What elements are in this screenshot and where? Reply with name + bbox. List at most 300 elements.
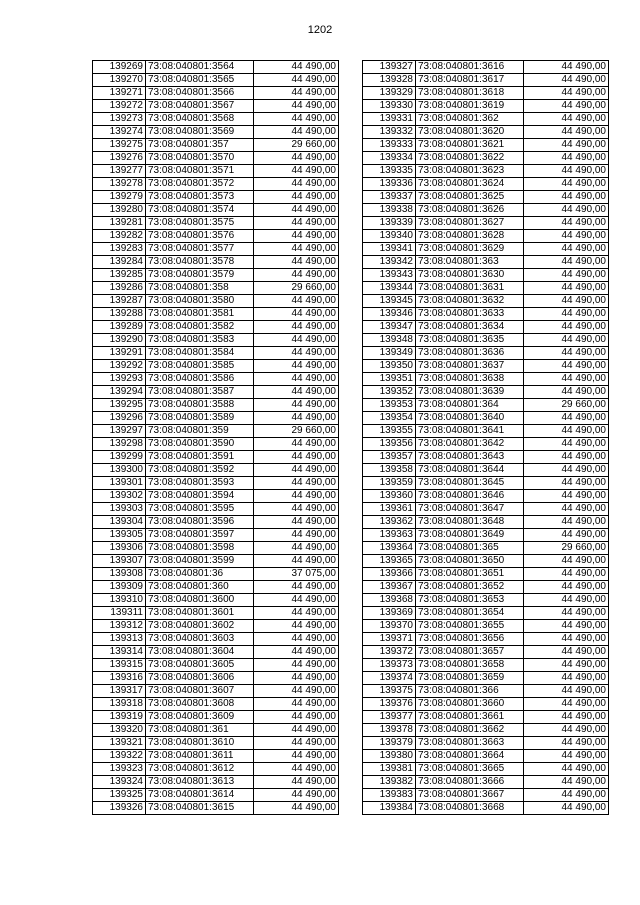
value-cell: 44 490,00: [254, 607, 339, 620]
value-cell: 44 490,00: [524, 750, 609, 763]
table-row: [93, 451, 339, 464]
record-number-cell: 139363: [363, 529, 416, 542]
record-number-cell: 139275: [93, 139, 146, 152]
value-cell: 44 490,00: [524, 490, 609, 503]
table-row: [93, 87, 339, 100]
cadastral-number-cell: 73:08:040801:3592: [146, 464, 254, 477]
value-cell: 44 490,00: [524, 425, 609, 438]
table-row: [363, 425, 609, 438]
value-cell: 44 490,00: [254, 126, 339, 139]
record-number-cell: 139277: [93, 165, 146, 178]
table-row: [93, 386, 339, 399]
value-cell: 44 490,00: [254, 594, 339, 607]
table-row: [93, 126, 339, 139]
cadastral-number-cell: 73:08:040801:3627: [416, 217, 524, 230]
cadastral-number-cell: 73:08:040801:3610: [146, 737, 254, 750]
cadastral-number-cell: 73:08:040801:3585: [146, 360, 254, 373]
table-row: [93, 269, 339, 282]
value-cell: 44 490,00: [254, 204, 339, 217]
value-cell: 44 490,00: [524, 737, 609, 750]
value-cell: 44 490,00: [524, 87, 609, 100]
table-row: [363, 269, 609, 282]
table-row: [363, 581, 609, 594]
cadastral-number-cell: 73:08:040801:3647: [416, 503, 524, 516]
table-row: [93, 724, 339, 737]
cadastral-number-cell: 73:08:040801:3586: [146, 373, 254, 386]
cadastral-number-cell: 73:08:040801:3656: [416, 633, 524, 646]
record-number-cell: 139316: [93, 672, 146, 685]
value-cell: 44 490,00: [524, 360, 609, 373]
value-cell: 44 490,00: [254, 61, 339, 74]
cadastral-number-cell: 73:08:040801:3646: [416, 490, 524, 503]
table-row: [363, 646, 609, 659]
cadastral-number-cell: 73:08:040801:3599: [146, 555, 254, 568]
table-row: [93, 373, 339, 386]
cadastral-number-cell: 73:08:040801:3591: [146, 451, 254, 464]
cadastral-number-cell: 73:08:040801:3580: [146, 295, 254, 308]
record-number-cell: 139314: [93, 646, 146, 659]
value-cell: 44 490,00: [254, 165, 339, 178]
table-row: [93, 490, 339, 503]
cadastral-number-cell: 73:08:040801:3579: [146, 269, 254, 282]
cadastral-number-cell: 73:08:040801:3584: [146, 347, 254, 360]
table-row: [93, 685, 339, 698]
record-number-cell: 139332: [363, 126, 416, 139]
record-number-cell: 139304: [93, 516, 146, 529]
value-cell: 44 490,00: [524, 516, 609, 529]
cadastral-number-cell: 73:08:040801:3642: [416, 438, 524, 451]
table-row: [93, 711, 339, 724]
table-row: [363, 282, 609, 295]
table-row: [363, 217, 609, 230]
record-number-cell: 139293: [93, 373, 146, 386]
table-row: [363, 308, 609, 321]
record-number-cell: 139369: [363, 607, 416, 620]
record-number-cell: 139322: [93, 750, 146, 763]
value-cell: 44 490,00: [524, 594, 609, 607]
value-cell: 44 490,00: [524, 61, 609, 74]
table-row: [363, 529, 609, 542]
record-number-cell: 139278: [93, 178, 146, 191]
value-cell: 44 490,00: [524, 451, 609, 464]
value-cell: 44 490,00: [254, 230, 339, 243]
record-number-cell: 139271: [93, 87, 146, 100]
table-row: [363, 61, 609, 74]
record-number-cell: 139272: [93, 100, 146, 113]
table-row: [363, 620, 609, 633]
value-cell: 44 490,00: [524, 230, 609, 243]
value-cell: 44 490,00: [524, 282, 609, 295]
table-row: [363, 659, 609, 672]
cadastral-number-cell: 73:08:040801:3567: [146, 100, 254, 113]
record-number-cell: 139274: [93, 126, 146, 139]
value-cell: 44 490,00: [254, 763, 339, 776]
ledger-table-right-body: [363, 61, 609, 815]
record-number-cell: 139283: [93, 243, 146, 256]
table-row: [363, 789, 609, 802]
cadastral-number-cell: 73:08:040801:3660: [416, 698, 524, 711]
record-number-cell: 139376: [363, 698, 416, 711]
table-row: [93, 152, 339, 165]
table-row: [363, 724, 609, 737]
record-number-cell: 139379: [363, 737, 416, 750]
cadastral-number-cell: 73:08:040801:3575: [146, 217, 254, 230]
value-cell: 44 490,00: [254, 672, 339, 685]
cadastral-number-cell: 73:08:040801:3615: [146, 802, 254, 815]
value-cell: 44 490,00: [254, 100, 339, 113]
value-cell: 44 490,00: [524, 529, 609, 542]
value-cell: 44 490,00: [524, 113, 609, 126]
value-cell: 44 490,00: [254, 633, 339, 646]
record-number-cell: 139319: [93, 711, 146, 724]
cadastral-number-cell: 73:08:040801:3628: [416, 230, 524, 243]
cadastral-number-cell: 73:08:040801:3602: [146, 620, 254, 633]
cadastral-number-cell: 73:08:040801:3644: [416, 464, 524, 477]
value-cell: 44 490,00: [524, 724, 609, 737]
record-number-cell: 139384: [363, 802, 416, 815]
record-number-cell: 139291: [93, 347, 146, 360]
record-number-cell: 139270: [93, 74, 146, 87]
cadastral-number-cell: 73:08:040801:3668: [416, 802, 524, 815]
record-number-cell: 139364: [363, 542, 416, 555]
table-row: [93, 347, 339, 360]
table-row: [363, 152, 609, 165]
cadastral-number-cell: 73:08:040801:3614: [146, 789, 254, 802]
cadastral-number-cell: 73:08:040801:3565: [146, 74, 254, 87]
record-number-cell: 139370: [363, 620, 416, 633]
cadastral-number-cell: 73:08:040801:365: [416, 542, 524, 555]
value-cell: 29 660,00: [254, 425, 339, 438]
value-cell: 44 490,00: [254, 490, 339, 503]
value-cell: 44 490,00: [524, 386, 609, 399]
value-cell: 44 490,00: [524, 568, 609, 581]
cadastral-number-cell: 73:08:040801:3590: [146, 438, 254, 451]
table-row: [93, 529, 339, 542]
record-number-cell: 139317: [93, 685, 146, 698]
cadastral-number-cell: 73:08:040801:3600: [146, 594, 254, 607]
cadastral-number-cell: 73:08:040801:3598: [146, 542, 254, 555]
record-number-cell: 139374: [363, 672, 416, 685]
value-cell: 44 490,00: [254, 737, 339, 750]
table-row: [363, 477, 609, 490]
value-cell: 44 490,00: [254, 360, 339, 373]
table-row: [93, 763, 339, 776]
table-row: [363, 516, 609, 529]
record-number-cell: 139285: [93, 269, 146, 282]
record-number-cell: 139352: [363, 386, 416, 399]
table-row: [363, 360, 609, 373]
cadastral-number-cell: 73:08:040801:3613: [146, 776, 254, 789]
table-row: [363, 321, 609, 334]
value-cell: 44 490,00: [254, 321, 339, 334]
cadastral-number-cell: 73:08:040801:3631: [416, 282, 524, 295]
table-row: [93, 568, 339, 581]
cadastral-number-cell: 73:08:040801:3636: [416, 347, 524, 360]
value-cell: 44 490,00: [524, 347, 609, 360]
record-number-cell: 139310: [93, 594, 146, 607]
record-number-cell: 139371: [363, 633, 416, 646]
table-row: [363, 230, 609, 243]
record-number-cell: 139288: [93, 308, 146, 321]
record-number-cell: 139299: [93, 451, 146, 464]
record-number-cell: 139357: [363, 451, 416, 464]
table-row: [93, 659, 339, 672]
cadastral-number-cell: 73:08:040801:3608: [146, 698, 254, 711]
value-cell: 44 490,00: [254, 256, 339, 269]
value-cell: 44 490,00: [254, 724, 339, 737]
table-row: [93, 308, 339, 321]
cadastral-number-cell: 73:08:040801:3650: [416, 555, 524, 568]
value-cell: 44 490,00: [254, 451, 339, 464]
table-row: [93, 230, 339, 243]
cadastral-number-cell: 73:08:040801:3572: [146, 178, 254, 191]
table-row: [93, 113, 339, 126]
cadastral-number-cell: 73:08:040801:3658: [416, 659, 524, 672]
record-number-cell: 139329: [363, 87, 416, 100]
value-cell: 44 490,00: [254, 477, 339, 490]
value-cell: 44 490,00: [254, 87, 339, 100]
value-cell: 44 490,00: [254, 529, 339, 542]
table-row: [93, 74, 339, 87]
record-number-cell: 139315: [93, 659, 146, 672]
value-cell: 44 490,00: [524, 308, 609, 321]
table-row: [93, 412, 339, 425]
record-number-cell: 139359: [363, 477, 416, 490]
record-number-cell: 139286: [93, 282, 146, 295]
value-cell: 44 490,00: [254, 295, 339, 308]
record-number-cell: 139289: [93, 321, 146, 334]
cadastral-number-cell: 73:08:040801:3570: [146, 152, 254, 165]
table-row: [363, 139, 609, 152]
table-row: [93, 139, 339, 152]
value-cell: 44 490,00: [524, 646, 609, 659]
table-row: [93, 607, 339, 620]
cadastral-number-cell: 73:08:040801:3566: [146, 87, 254, 100]
record-number-cell: 139375: [363, 685, 416, 698]
cadastral-number-cell: 73:08:040801:361: [146, 724, 254, 737]
table-row: [363, 464, 609, 477]
value-cell: 44 490,00: [524, 191, 609, 204]
cadastral-number-cell: 73:08:040801:3606: [146, 672, 254, 685]
record-number-cell: 139344: [363, 282, 416, 295]
value-cell: 44 490,00: [254, 308, 339, 321]
cadastral-number-cell: 73:08:040801:3594: [146, 490, 254, 503]
value-cell: 29 660,00: [254, 282, 339, 295]
cadastral-number-cell: 73:08:040801:3633: [416, 308, 524, 321]
value-cell: 44 490,00: [254, 347, 339, 360]
cadastral-number-cell: 73:08:040801:3630: [416, 269, 524, 282]
table-row: [363, 87, 609, 100]
value-cell: 44 490,00: [524, 763, 609, 776]
value-cell: 44 490,00: [254, 464, 339, 477]
record-number-cell: 139326: [93, 802, 146, 815]
cadastral-number-cell: 73:08:040801:3564: [146, 61, 254, 74]
record-number-cell: 139334: [363, 152, 416, 165]
cadastral-number-cell: 73:08:040801:3571: [146, 165, 254, 178]
cadastral-number-cell: 73:08:040801:3653: [416, 594, 524, 607]
value-cell: 44 490,00: [254, 698, 339, 711]
table-row: [363, 412, 609, 425]
record-number-cell: 139321: [93, 737, 146, 750]
cadastral-number-cell: 73:08:040801:3593: [146, 477, 254, 490]
table-row: [93, 256, 339, 269]
table-row: [363, 763, 609, 776]
cadastral-number-cell: 73:08:040801:3577: [146, 243, 254, 256]
table-row: [363, 438, 609, 451]
value-cell: 44 490,00: [254, 789, 339, 802]
table-row: [363, 555, 609, 568]
value-cell: 44 490,00: [254, 646, 339, 659]
table-row: [363, 698, 609, 711]
record-number-cell: 139303: [93, 503, 146, 516]
record-number-cell: 139280: [93, 204, 146, 217]
table-row: [363, 334, 609, 347]
table-row: [363, 542, 609, 555]
record-number-cell: 139323: [93, 763, 146, 776]
table-row: [363, 737, 609, 750]
ledger-table-right: [362, 60, 609, 815]
cadastral-number-cell: 73:08:040801:3568: [146, 113, 254, 126]
value-cell: 44 490,00: [524, 698, 609, 711]
record-number-cell: 139302: [93, 490, 146, 503]
record-number-cell: 139354: [363, 412, 416, 425]
table-row: [363, 750, 609, 763]
record-number-cell: 139306: [93, 542, 146, 555]
record-number-cell: 139325: [93, 789, 146, 802]
cadastral-number-cell: 73:08:040801:364: [416, 399, 524, 412]
record-number-cell: 139360: [363, 490, 416, 503]
value-cell: 44 490,00: [524, 581, 609, 594]
record-number-cell: 139297: [93, 425, 146, 438]
record-number-cell: 139338: [363, 204, 416, 217]
record-number-cell: 139309: [93, 581, 146, 594]
record-number-cell: 139311: [93, 607, 146, 620]
record-number-cell: 139342: [363, 256, 416, 269]
cadastral-number-cell: 73:08:040801:3667: [416, 789, 524, 802]
cadastral-number-cell: 73:08:040801:3666: [416, 776, 524, 789]
cadastral-number-cell: 73:08:040801:3605: [146, 659, 254, 672]
cadastral-number-cell: 73:08:040801:3632: [416, 295, 524, 308]
value-cell: 44 490,00: [524, 464, 609, 477]
cadastral-number-cell: 73:08:040801:3612: [146, 763, 254, 776]
record-number-cell: 139347: [363, 321, 416, 334]
value-cell: 44 490,00: [524, 204, 609, 217]
table-row: [93, 425, 339, 438]
record-number-cell: 139298: [93, 438, 146, 451]
value-cell: 29 660,00: [254, 139, 339, 152]
record-number-cell: 139320: [93, 724, 146, 737]
record-number-cell: 139353: [363, 399, 416, 412]
cadastral-number-cell: 73:08:040801:3587: [146, 386, 254, 399]
cadastral-number-cell: 73:08:040801:3601: [146, 607, 254, 620]
value-cell: 44 490,00: [524, 789, 609, 802]
table-row: [93, 646, 339, 659]
cadastral-number-cell: 73:08:040801:3657: [416, 646, 524, 659]
value-cell: 44 490,00: [254, 516, 339, 529]
value-cell: 44 490,00: [254, 659, 339, 672]
cadastral-number-cell: 73:08:040801:3589: [146, 412, 254, 425]
table-row: [363, 191, 609, 204]
cadastral-number-cell: 73:08:040801:3625: [416, 191, 524, 204]
cadastral-number-cell: 73:08:040801:3582: [146, 321, 254, 334]
cadastral-number-cell: 73:08:040801:358: [146, 282, 254, 295]
record-number-cell: 139281: [93, 217, 146, 230]
value-cell: 44 490,00: [254, 750, 339, 763]
value-cell: 44 490,00: [524, 334, 609, 347]
table-row: [363, 672, 609, 685]
table-row: [363, 347, 609, 360]
record-number-cell: 139294: [93, 386, 146, 399]
table-row: [93, 594, 339, 607]
table-row: [93, 204, 339, 217]
record-number-cell: 139355: [363, 425, 416, 438]
record-number-cell: 139366: [363, 568, 416, 581]
value-cell: 44 490,00: [254, 217, 339, 230]
table-row: [363, 451, 609, 464]
value-cell: 44 490,00: [524, 555, 609, 568]
table-row: [363, 113, 609, 126]
record-number-cell: 139358: [363, 464, 416, 477]
record-number-cell: 139330: [363, 100, 416, 113]
value-cell: 44 490,00: [524, 100, 609, 113]
value-cell: 44 490,00: [524, 802, 609, 815]
cadastral-number-cell: 73:08:040801:3661: [416, 711, 524, 724]
table-row: [93, 581, 339, 594]
value-cell: 37 075,00: [254, 568, 339, 581]
value-cell: 44 490,00: [524, 776, 609, 789]
record-number-cell: 139305: [93, 529, 146, 542]
record-number-cell: 139328: [363, 74, 416, 87]
record-number-cell: 139336: [363, 178, 416, 191]
record-number-cell: 139307: [93, 555, 146, 568]
table-row: [363, 685, 609, 698]
cadastral-number-cell: 73:08:040801:3639: [416, 386, 524, 399]
cadastral-number-cell: 73:08:040801:359: [146, 425, 254, 438]
record-number-cell: 139381: [363, 763, 416, 776]
record-number-cell: 139296: [93, 412, 146, 425]
record-number-cell: 139356: [363, 438, 416, 451]
table-row: [363, 74, 609, 87]
cadastral-number-cell: 73:08:040801:3624: [416, 178, 524, 191]
value-cell: 44 490,00: [254, 542, 339, 555]
table-row: [363, 503, 609, 516]
cadastral-number-cell: 73:08:040801:3616: [416, 61, 524, 74]
cadastral-number-cell: 73:08:040801:3640: [416, 412, 524, 425]
record-number-cell: 139276: [93, 152, 146, 165]
value-cell: 44 490,00: [524, 412, 609, 425]
record-number-cell: 139346: [363, 308, 416, 321]
record-number-cell: 139273: [93, 113, 146, 126]
cadastral-number-cell: 73:08:040801:3651: [416, 568, 524, 581]
table-row: [363, 243, 609, 256]
value-cell: 44 490,00: [524, 256, 609, 269]
value-cell: 44 490,00: [524, 243, 609, 256]
record-number-cell: 139337: [363, 191, 416, 204]
value-cell: 44 490,00: [524, 633, 609, 646]
ledger-table-left: [92, 60, 339, 815]
record-number-cell: 139382: [363, 776, 416, 789]
table-row: [93, 178, 339, 191]
table-row: [93, 633, 339, 646]
record-number-cell: 139331: [363, 113, 416, 126]
record-number-cell: 139333: [363, 139, 416, 152]
table-row: [93, 672, 339, 685]
table-row: [93, 165, 339, 178]
cadastral-number-cell: 73:08:040801:357: [146, 139, 254, 152]
table-row: [93, 555, 339, 568]
cadastral-number-cell: 73:08:040801:3635: [416, 334, 524, 347]
value-cell: 44 490,00: [254, 555, 339, 568]
